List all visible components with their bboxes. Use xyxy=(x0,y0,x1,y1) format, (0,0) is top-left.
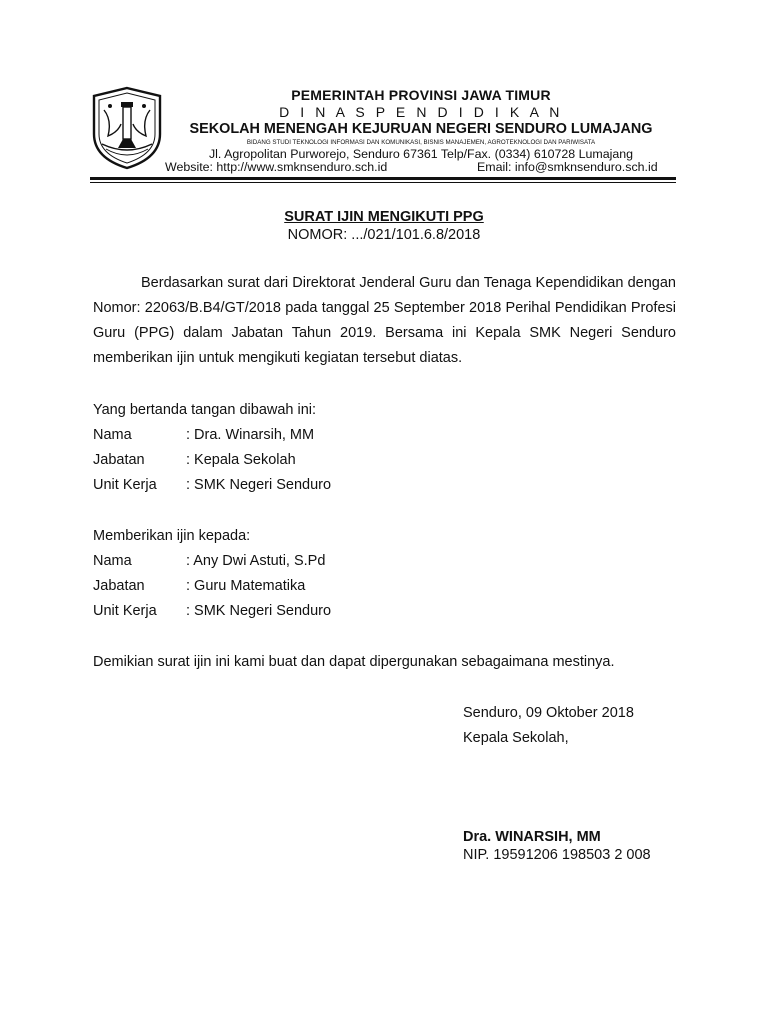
study-fields: BIDANG STUDI TEKNOLOGI INFORMASI DAN KOMUNIKASI, BISNIS MANAJEMEN, AGROTEKNOLOGI DAN PARIWISATA xyxy=(246,139,596,146)
government-name: PEMERINTAH PROVINSI JAWA TIMUR xyxy=(291,87,551,103)
letterhead-divider-thick xyxy=(90,177,676,180)
recipient-intro: Memberikan ijin kepada: xyxy=(93,528,251,544)
signature-nip: NIP. 19591206 198503 2 008 xyxy=(463,847,651,863)
recipient-unit-label: Unit Kerja xyxy=(93,603,157,619)
opening-paragraph-text: Berdasarkan surat dari Direktorat Jenderal Guru dan Tenaga Kependidikan dengan Nomor: 22063/B.B4/GT/2018 pada tanggal 25 September 2018 Perihal Pendidikan Profesi Guru (PPG) dalam Jabatan Tahun 2019. Bersama ini Kepala SMK Negeri Senduro memberikan ijin untuk mengikuti kegiatan tersebut diatas. xyxy=(93,275,676,366)
recipient-unit-value: : SMK Negeri Senduro xyxy=(186,603,332,619)
closing-sentence: Demikian surat ijin ini kami buat dan dapat dipergunakan sebagaimana mestinya. xyxy=(93,654,615,670)
signer-name-value: : Dra. Winarsih, MM xyxy=(186,427,315,443)
letter-title: SURAT IJIN MENGIKUTI PPG xyxy=(284,209,484,225)
letterhead xyxy=(168,86,674,162)
signature-position: Kepala Sekolah, xyxy=(463,730,569,746)
recipient-name-label: Nama xyxy=(93,553,132,569)
opening-paragraph xyxy=(93,271,676,371)
recipient-position-label: Jabatan xyxy=(93,578,145,594)
recipient-name-value: : Any Dwi Astuti, S.Pd xyxy=(186,553,326,569)
signer-unit-value: : SMK Negeri Senduro xyxy=(186,477,332,493)
school-email: Email: info@smknsenduro.sch.id xyxy=(477,160,658,174)
school-website: Website: http://www.smknsenduro.sch.id xyxy=(165,160,388,174)
letter-number: NOMOR: .../021/101.6.8/2018 xyxy=(287,227,481,243)
recipient-position-value: : Guru Matematika xyxy=(186,578,306,594)
signature-place-date: Senduro, 09 Oktober 2018 xyxy=(463,705,634,721)
signer-intro: Yang bertanda tangan dibawah ini: xyxy=(93,402,317,418)
signer-unit-label: Unit Kerja xyxy=(93,477,157,493)
school-name: SEKOLAH MENENGAH KEJURUAN NEGERI SENDURO LUMAJANG xyxy=(189,121,653,137)
signer-position-label: Jabatan xyxy=(93,452,145,468)
signature-name: Dra. WINARSIH, MM xyxy=(463,829,601,845)
east-java-province-emblem-icon xyxy=(90,86,164,170)
school-address: Jl. Agropolitan Purworejo, Senduro 67361 Telp/Fax. (0334) 610728 Lumajang xyxy=(208,147,634,161)
letterhead-divider-thin xyxy=(90,182,676,183)
signer-position-value: : Kepala Sekolah xyxy=(186,452,296,468)
agency-name: D I N A S P E N D I D I K A N xyxy=(279,104,563,120)
signer-name-label: Nama xyxy=(93,427,132,443)
